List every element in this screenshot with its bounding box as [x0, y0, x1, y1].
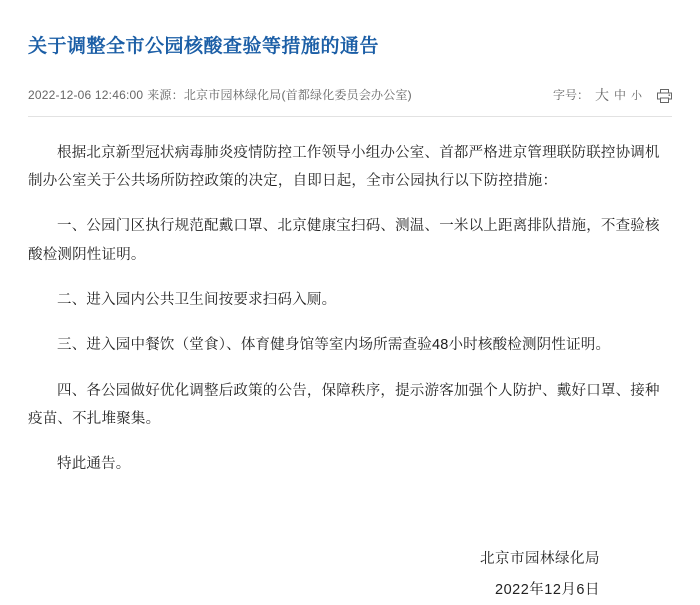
body-paragraph: 特此通告。	[57, 456, 131, 473]
page-title: 关于调整全市公园核酸查验等措施的通告	[28, 35, 380, 57]
meta-bar	[28, 80, 672, 117]
meta-left	[28, 86, 412, 103]
body-paragraph: 二、进入园内公共卫生间按要求扫码入厕。	[57, 292, 337, 308]
font-size-label: 字号：	[552, 88, 589, 103]
signature-organization: 北京市园林绿化局	[480, 551, 600, 568]
document-body	[28, 117, 672, 478]
source-name: 北京市园林绿化局(首都绿化委员会办公室)	[183, 88, 412, 103]
signature-date: 2022年12月6日	[495, 581, 600, 598]
font-size-large-button[interactable]: 大	[594, 86, 609, 103]
font-size-medium-button[interactable]: 中	[613, 88, 626, 103]
signature-block	[28, 544, 672, 605]
body-paragraph: 根据北京新型冠状病毒肺炎疫情防控工作领导小组办公室、首都严格进京管理联防联控协调机制办公室关于公共场所防控政策的决定，自即日起，全市公园执行以下防控措施：	[28, 144, 660, 190]
body-paragraph: 四、各公园做好优化调整后政策的公告，保障秩序，提示游客加强个人防护、戴好口罩、接种疫苗、不扎堆聚集。	[28, 382, 660, 427]
body-paragraph: 一、公园门区执行规范配戴口罩、北京健康宝扫码、测温、一米以上距离排队措施，不查验核酸检测阴性证明。	[28, 218, 660, 263]
body-paragraph: 三、进入园中餐饮（堂食）、体育健身馆等室内场所需查验48小时核酸检测阴性证明。	[57, 337, 611, 354]
source-label: 来源：	[147, 88, 184, 103]
font-size-small-button[interactable]: 小	[631, 89, 642, 102]
font-size-controls	[553, 85, 672, 105]
publish-datetime: 2022-12-06 12:46:00	[28, 88, 144, 103]
printer-icon[interactable]	[657, 89, 672, 103]
document-page	[0, 13, 700, 598]
